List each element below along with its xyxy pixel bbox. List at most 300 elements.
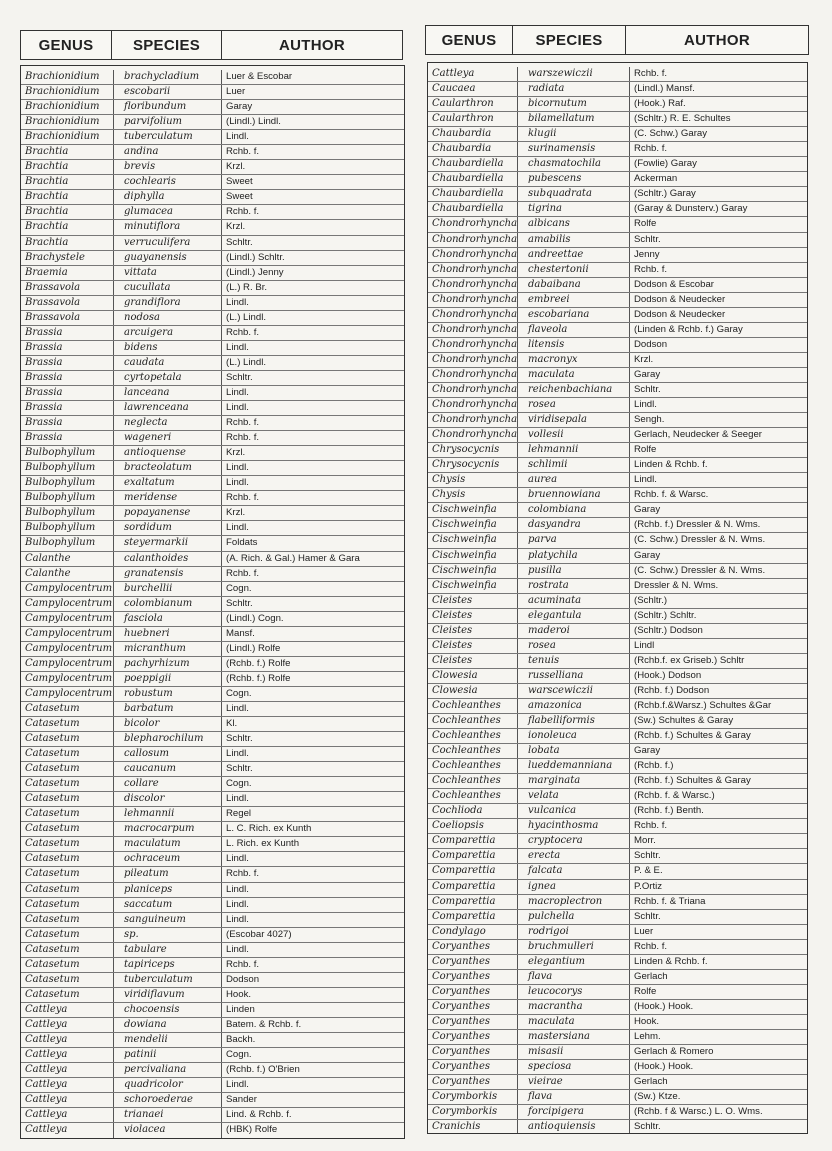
genus-cell: Brachionidium <box>21 85 114 99</box>
table-row <box>21 401 404 416</box>
species-cell: schoroederae <box>114 1093 222 1107</box>
genus-cell: Brassavola <box>21 281 114 295</box>
author-cell: Linden & Rchb. f. <box>634 459 708 471</box>
genus-cell: Condylago <box>428 925 518 939</box>
table-row <box>21 762 404 777</box>
table-row <box>428 217 807 232</box>
species-cell: violacea <box>114 1123 222 1138</box>
author-cell: Rchb. f. & Triana <box>634 895 706 907</box>
author-cell: Krzl. <box>226 161 246 173</box>
genus-cell: Cattleya <box>21 1108 114 1122</box>
species-cell: velata <box>518 789 630 803</box>
genus-cell: Cochleanthes <box>428 789 518 803</box>
species-cell: dabaibana <box>518 278 630 292</box>
species-cell: colombianum <box>114 597 222 611</box>
author-cell: Lindl. <box>226 462 249 474</box>
species-cell: dowiana <box>114 1018 222 1032</box>
table-row <box>428 729 807 744</box>
author-cell: Lindl. <box>226 1079 249 1091</box>
table-row <box>428 428 807 443</box>
author-cell: Lindl. <box>634 474 657 486</box>
genus-cell: Catasetum <box>21 943 114 957</box>
genus-cell: Clowesia <box>428 669 518 683</box>
genus-cell: Coryanthes <box>428 940 518 954</box>
genus-cell: Bulbophyllum <box>21 476 114 490</box>
table-row <box>428 323 807 338</box>
table-row <box>428 97 807 112</box>
genus-cell: Brachionidium <box>21 70 114 84</box>
species-cell: grandiflora <box>114 296 222 310</box>
table-row <box>21 777 404 792</box>
species-cell: brevis <box>114 160 222 174</box>
table-row <box>428 925 807 940</box>
table-row <box>21 1063 404 1078</box>
genus-cell: Catasetum <box>21 732 114 746</box>
genus-cell: Catasetum <box>21 792 114 806</box>
author-cell: Schltr. <box>634 910 661 922</box>
species-cell: nodosa <box>114 311 222 325</box>
table-row <box>21 341 404 356</box>
table-row <box>21 115 404 130</box>
author-cell: Sengh. <box>634 414 665 426</box>
author-cell: Lindl. <box>226 477 249 489</box>
species-cell: reichenbachiana <box>518 383 630 397</box>
species-cell: erecta <box>518 849 630 863</box>
author-cell: (Lindl.) Cogn. <box>226 612 284 624</box>
genus-cell: Cranichis <box>428 1120 518 1134</box>
table-row <box>428 970 807 985</box>
table-row <box>428 804 807 819</box>
author-cell: (L.) Lindl. <box>226 311 266 323</box>
genus-cell: Brachtia <box>21 220 114 234</box>
author-cell: (C. Schw.) Dressler & N. Wms. <box>634 564 766 576</box>
table-row <box>21 717 404 732</box>
species-cell: bruennowiana <box>518 488 630 502</box>
author-cell: Hook. <box>634 1015 660 1027</box>
author-cell: (Rchb.f.&Warsz.) Schultes &Gar <box>634 699 772 711</box>
table-row <box>428 1030 807 1045</box>
species-cell: robustum <box>114 687 222 701</box>
author-cell: Sweet <box>226 191 253 203</box>
species-cell: albicans <box>518 217 630 231</box>
table-row <box>428 985 807 1000</box>
table-row <box>428 263 807 278</box>
table-row <box>428 579 807 594</box>
species-cell: macrocarpum <box>114 822 222 836</box>
table-row <box>428 910 807 925</box>
author-cell: (Rchb. f.) Rolfe <box>226 657 291 669</box>
genus-cell: Cattleya <box>21 1048 114 1062</box>
author-header: AUTHOR <box>684 31 750 49</box>
species-cell: cyrtopetala <box>114 371 222 385</box>
species-cell: brachycladium <box>114 70 222 84</box>
author-cell: Lind. & Rchb. f. <box>226 1109 292 1121</box>
species-cell: parvifolium <box>114 115 222 129</box>
table-row <box>428 609 807 624</box>
species-cell: pileatum <box>114 867 222 881</box>
genus-cell: Cischweinfia <box>428 533 518 547</box>
author-cell: Schltr. <box>634 1121 661 1133</box>
species-cell: ochraceum <box>114 852 222 866</box>
genus-cell: Chondrorhyncha <box>428 248 518 262</box>
table-row <box>428 549 807 564</box>
species-cell: vieirae <box>518 1075 630 1089</box>
author-cell: Jenny <box>634 248 660 260</box>
right-header <box>425 25 809 55</box>
author-cell: Lindl. <box>226 853 249 865</box>
species-cell: caucanum <box>114 762 222 776</box>
species-cell: flava <box>518 970 630 984</box>
table-row <box>428 834 807 849</box>
genus-cell: Chaubardia <box>428 142 518 156</box>
species-cell: rodrigoi <box>518 925 630 939</box>
author-cell: Lindl. <box>226 898 249 910</box>
table-row <box>21 958 404 973</box>
species-cell: ionoleuca <box>518 729 630 743</box>
author-cell: Rchb. f. <box>226 567 260 579</box>
species-header: SPECIES <box>513 26 626 54</box>
author-cell: (Lindl.) Schltr. <box>226 251 285 263</box>
genus-cell: Catasetum <box>21 988 114 1002</box>
species-cell: burchellii <box>114 582 222 596</box>
genus-cell: Catasetum <box>21 747 114 761</box>
genus-cell: Brassavola <box>21 296 114 310</box>
author-cell: Cogn. <box>226 1049 252 1061</box>
genus-cell: Chondrorhyncha <box>428 383 518 397</box>
species-cell: viridisepala <box>518 413 630 427</box>
author-cell: Dodson & Neudecker <box>634 308 726 320</box>
table-row <box>428 864 807 879</box>
author-cell: (Rchb. f.) O'Brien <box>226 1064 300 1076</box>
species-cell: elegantula <box>518 609 630 623</box>
table-row <box>428 248 807 263</box>
genus-cell: Coryanthes <box>428 1015 518 1029</box>
genus-cell: Brassia <box>21 431 114 445</box>
genus-cell: Brassia <box>21 386 114 400</box>
genus-cell: Catasetum <box>21 762 114 776</box>
species-cell: amabilis <box>518 233 630 247</box>
genus-cell: Catasetum <box>21 807 114 821</box>
species-cell: lueddemanniana <box>518 759 630 773</box>
author-cell: (Linden & Rchb. f.) Garay <box>634 323 743 335</box>
genus-cell: Cattleya <box>21 1123 114 1138</box>
species-cell: surinamensis <box>518 142 630 156</box>
table-row <box>21 356 404 371</box>
table-row <box>21 657 404 672</box>
author-cell: P. & E. <box>634 865 663 877</box>
genus-cell: Chondrorhyncha <box>428 368 518 382</box>
table-row <box>21 1108 404 1123</box>
genus-cell: Cleistes <box>428 609 518 623</box>
table-row <box>21 236 404 251</box>
author-cell: Rchb. f. <box>634 263 668 275</box>
left-table-body <box>21 66 404 1138</box>
author-cell: Gerlach, Neudecker & Seeger <box>634 429 762 441</box>
genus-cell: Coryanthes <box>428 1000 518 1014</box>
species-cell: poeppigii <box>114 672 222 686</box>
author-cell: Luer & Escobar <box>226 71 293 82</box>
table-row <box>21 627 404 642</box>
author-cell: Lindl. <box>226 341 249 353</box>
species-cell: speciosa <box>518 1060 630 1074</box>
table-row <box>21 928 404 943</box>
table-row <box>428 624 807 639</box>
author-cell: Lindl. <box>226 386 249 398</box>
species-cell: acuminata <box>518 594 630 608</box>
genus-cell: Braemia <box>21 266 114 280</box>
author-cell: Linden <box>226 1003 255 1015</box>
species-cell: tenuis <box>518 654 630 668</box>
genus-cell: Catasetum <box>21 777 114 791</box>
table-row <box>21 702 404 717</box>
species-cell: schlimii <box>518 458 630 472</box>
author-cell: Sander <box>226 1094 257 1106</box>
right-table <box>427 62 808 1134</box>
species-cell: cucullata <box>114 281 222 295</box>
species-cell: cryptocera <box>518 834 630 848</box>
species-cell: micranthum <box>114 642 222 656</box>
genus-cell: Cochleanthes <box>428 759 518 773</box>
author-cell: Krzl. <box>226 507 246 519</box>
author-cell: Rolfe <box>634 444 657 456</box>
author-cell: Garay <box>634 549 661 561</box>
species-cell: pachyrhizum <box>114 657 222 671</box>
author-cell: Morr. <box>634 835 656 847</box>
genus-cell: Chaubardia <box>428 127 518 141</box>
table-row <box>21 491 404 506</box>
genus-cell: Chondrorhyncha <box>428 413 518 427</box>
genus-cell: Campylocentrum <box>21 642 114 656</box>
genus-cell: Bulbophyllum <box>21 521 114 535</box>
genus-cell: Chondrorhyncha <box>428 278 518 292</box>
species-cell: chasmatochila <box>518 157 630 171</box>
author-cell: (L.) R. Br. <box>226 281 268 293</box>
genus-cell: Coryanthes <box>428 955 518 969</box>
author-cell: P.Ortiz <box>634 880 663 892</box>
author-cell: Rchb. f. <box>226 206 260 218</box>
table-row <box>21 145 404 160</box>
author-cell: (Hook.) Hook. <box>634 1061 694 1073</box>
author-cell: (Escobar 4027) <box>226 928 292 940</box>
table-row <box>428 564 807 579</box>
species-cell: lehmannii <box>114 807 222 821</box>
author-cell: Backh. <box>226 1034 256 1045</box>
species-cell: cochlearis <box>114 175 222 189</box>
genus-cell: Campylocentrum <box>21 582 114 596</box>
author-cell: Cogn. <box>226 778 252 790</box>
table-row <box>21 597 404 612</box>
author-cell: Rchb. f. <box>226 868 260 880</box>
genus-cell: Bulbophyllum <box>21 446 114 460</box>
author-cell: Schltr. <box>226 236 253 248</box>
table-row <box>428 67 807 82</box>
genus-cell: Cleistes <box>428 594 518 608</box>
species-cell: maculata <box>518 368 630 382</box>
species-cell: minutiflora <box>114 220 222 234</box>
author-cell: Rchb. f. <box>634 940 668 952</box>
table-row <box>428 880 807 895</box>
author-cell: Schltr. <box>226 763 253 775</box>
table-row <box>428 714 807 729</box>
genus-cell: Chaubardiella <box>428 187 518 201</box>
table-row <box>428 112 807 127</box>
author-cell: (Fowlie) Garay <box>634 158 697 170</box>
author-cell: Dressler & N. Wms. <box>634 579 719 591</box>
author-cell: Dodson <box>226 973 260 985</box>
species-cell: embreei <box>518 293 630 307</box>
species-cell: tuberculatum <box>114 130 222 144</box>
genus-cell: Cleistes <box>428 624 518 638</box>
author-cell: (Hook.) Hook. <box>634 1000 694 1012</box>
author-cell: (Garay & Dunsterv.) Garay <box>634 203 748 215</box>
genus-cell: Catasetum <box>21 928 114 942</box>
genus-cell: Cochlioda <box>428 804 518 818</box>
table-row <box>428 639 807 654</box>
species-cell: viridiflavum <box>114 988 222 1002</box>
species-cell: flaveola <box>518 323 630 337</box>
genus-cell: Brachtia <box>21 145 114 159</box>
genus-cell: Chondrorhyncha <box>428 263 518 277</box>
species-cell: bicolor <box>114 717 222 731</box>
genus-cell: Catasetum <box>21 867 114 881</box>
table-row <box>21 251 404 266</box>
species-cell: barbatum <box>114 702 222 716</box>
genus-cell: Brassia <box>21 401 114 415</box>
genus-cell: Comparettia <box>428 910 518 924</box>
author-cell: Rchb. f. <box>634 820 668 832</box>
species-cell: platychila <box>518 549 630 563</box>
genus-cell: Caucaea <box>428 82 518 96</box>
table-row <box>428 774 807 789</box>
species-cell: vittata <box>114 266 222 280</box>
genus-cell: Chondrorhyncha <box>428 293 518 307</box>
table-row <box>21 898 404 913</box>
species-cell: marginata <box>518 774 630 788</box>
species-cell: parva <box>518 533 630 547</box>
author-cell: Mansf. <box>226 627 255 639</box>
author-cell: Rchb. f. <box>226 326 260 338</box>
author-header: AUTHOR <box>279 36 345 54</box>
table-row <box>428 744 807 759</box>
genus-cell: Brassia <box>21 416 114 430</box>
author-cell: Hook. <box>226 988 252 1000</box>
genus-cell: Caularthron <box>428 112 518 126</box>
genus-cell: Brachtia <box>21 160 114 174</box>
genus-cell: Cochleanthes <box>428 774 518 788</box>
author-cell: Lindl. <box>226 702 249 714</box>
author-cell: Rolfe <box>634 218 657 230</box>
genus-cell: Catasetum <box>21 898 114 912</box>
author-cell: Lindl. <box>226 402 249 414</box>
table-row <box>428 940 807 955</box>
species-cell: amazonica <box>518 699 630 713</box>
species-cell: flabelliformis <box>518 714 630 728</box>
genus-cell: Brachtia <box>21 236 114 250</box>
table-row <box>428 127 807 142</box>
author-cell: (Hook.) Raf. <box>634 98 686 110</box>
table-row <box>428 398 807 413</box>
genus-cell: Catasetum <box>21 883 114 897</box>
genus-cell: Calanthe <box>21 552 114 566</box>
table-row <box>428 654 807 669</box>
author-cell: (L.) Lindl. <box>226 356 266 368</box>
species-cell: rosea <box>518 639 630 653</box>
table-row <box>21 1048 404 1063</box>
species-cell: tabulare <box>114 943 222 957</box>
table-row <box>21 461 404 476</box>
species-cell: trianaei <box>114 1108 222 1122</box>
species-cell: glumacea <box>114 205 222 219</box>
species-cell: subquadrata <box>518 187 630 201</box>
genus-cell: Brassavola <box>21 311 114 325</box>
author-cell: Rchb. f. <box>226 146 260 158</box>
genus-cell: Comparettia <box>428 834 518 848</box>
author-cell: Lindl. <box>226 883 249 895</box>
genus-cell: Campylocentrum <box>21 597 114 611</box>
species-cell: ignea <box>518 880 630 894</box>
table-row <box>21 883 404 898</box>
genus-cell: Brachionidium <box>21 115 114 129</box>
genus-cell: Brachtia <box>21 205 114 219</box>
species-cell: floribundum <box>114 100 222 114</box>
genus-cell: Chrysocycnis <box>428 458 518 472</box>
genus-cell: Brassia <box>21 341 114 355</box>
table-row <box>21 326 404 341</box>
species-cell: antioquiensis <box>518 1120 630 1134</box>
species-cell: huebneri <box>114 627 222 641</box>
genus-cell: Cattleya <box>21 1093 114 1107</box>
author-cell: (Schltr.) Garay <box>634 188 696 200</box>
right-table-body <box>428 63 807 1134</box>
species-cell: lanceana <box>114 386 222 400</box>
table-row <box>21 822 404 837</box>
author-cell: (Rchb. f.) Benth. <box>634 805 704 817</box>
species-cell: warscewiczii <box>518 684 630 698</box>
species-cell: dasyandra <box>518 518 630 532</box>
author-cell: Lindl. <box>226 943 249 955</box>
table-row <box>21 1123 404 1138</box>
author-cell: Lindl. <box>226 748 249 760</box>
species-cell: planiceps <box>114 883 222 897</box>
genus-cell: Cattleya <box>21 1018 114 1032</box>
genus-cell: Comparettia <box>428 895 518 909</box>
table-row <box>21 371 404 386</box>
table-row <box>21 988 404 1003</box>
species-cell: forcipigera <box>518 1105 630 1119</box>
table-row <box>428 338 807 353</box>
species-cell: discolor <box>114 792 222 806</box>
genus-cell: Cochleanthes <box>428 699 518 713</box>
table-row <box>428 1120 807 1134</box>
table-row <box>428 1075 807 1090</box>
genus-cell: Catasetum <box>21 702 114 716</box>
genus-cell: Cleistes <box>428 654 518 668</box>
species-cell: saccatum <box>114 898 222 912</box>
table-row <box>21 446 404 461</box>
table-row <box>428 473 807 488</box>
table-row <box>21 792 404 807</box>
species-cell: patinii <box>114 1048 222 1062</box>
genus-cell: Catasetum <box>21 837 114 851</box>
species-cell: percivaliana <box>114 1063 222 1077</box>
author-cell: Lindl. <box>226 913 249 925</box>
species-cell: blepharochilum <box>114 732 222 746</box>
species-cell: callosum <box>114 747 222 761</box>
table-row <box>21 1018 404 1033</box>
genus-cell: Comparettia <box>428 849 518 863</box>
table-row <box>21 672 404 687</box>
table-row <box>428 413 807 428</box>
